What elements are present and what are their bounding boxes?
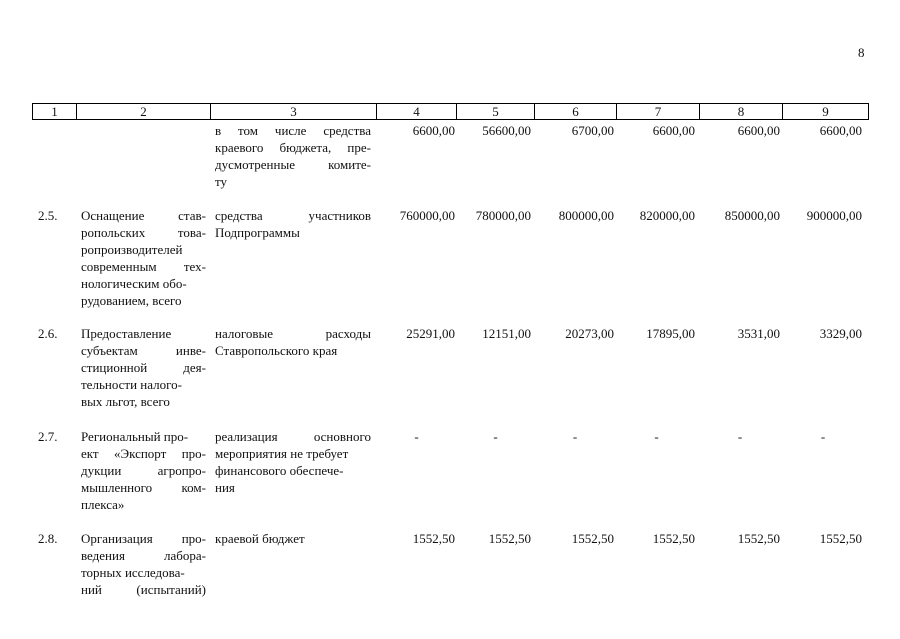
name-line: современным тех- xyxy=(81,259,206,274)
value-col-9: - xyxy=(820,429,826,444)
column-number-7: 7 xyxy=(617,104,700,120)
row-number: 2.6. xyxy=(38,326,58,341)
measure-name xyxy=(81,428,206,513)
name-line: нологическим обо- xyxy=(81,276,187,291)
source-line: ния xyxy=(215,480,235,495)
column-number-2: 2 xyxy=(77,104,211,120)
source-line: Ставропольского края xyxy=(215,343,338,358)
value-col-8: 850000,00 xyxy=(724,208,780,223)
column-number-4: 4 xyxy=(377,104,457,120)
source-line: в том числе средства xyxy=(215,123,371,138)
funding-source xyxy=(215,530,371,547)
value-col-5: 780000,00 xyxy=(475,208,531,223)
source-line: средства участников xyxy=(215,208,371,223)
name-line: Оснащение став- xyxy=(81,208,206,223)
value-col-6: - xyxy=(572,429,578,444)
source-line: финансового обеспече- xyxy=(215,463,344,478)
row-number: 2.7. xyxy=(38,429,58,444)
row-number: 2.8. xyxy=(38,531,58,546)
name-line: тельности налого- xyxy=(81,377,182,392)
column-number-8: 8 xyxy=(700,104,783,120)
name-line: ропольских това- xyxy=(81,225,206,240)
value-col-6: 800000,00 xyxy=(558,208,614,223)
value-col-7: 17895,00 xyxy=(646,326,695,341)
value-col-5: 1552,50 xyxy=(488,531,531,546)
row-number: 2.5. xyxy=(38,208,58,223)
value-col-4: 25291,00 xyxy=(406,326,455,341)
value-col-9: 900000,00 xyxy=(806,208,862,223)
value-col-7: - xyxy=(654,429,659,444)
name-line: рудованием, всего xyxy=(81,293,182,308)
value-col-7: 1552,50 xyxy=(652,531,695,546)
funding-source xyxy=(215,428,371,496)
column-number-6: 6 xyxy=(535,104,617,120)
column-header-row xyxy=(32,103,869,120)
source-line: Подпрограммы xyxy=(215,225,300,240)
name-line: Предоставление xyxy=(81,326,172,341)
value-col-7: 6600,00 xyxy=(652,123,695,138)
measure-name xyxy=(81,325,206,410)
page-number: 8 xyxy=(858,45,865,60)
value-col-5: 56600,00 xyxy=(482,123,531,138)
column-number-1: 1 xyxy=(33,104,77,120)
name-line: вых льгот, всего xyxy=(81,394,170,409)
name-line: плекса» xyxy=(81,497,125,512)
value-col-8: 6600,00 xyxy=(737,123,780,138)
name-line: дукции агропро- xyxy=(81,463,206,478)
value-col-4: 6600,00 xyxy=(412,123,455,138)
source-line: краевого бюджета, пре- xyxy=(215,140,371,155)
column-number-3: 3 xyxy=(211,104,377,120)
name-line: стиционной дея- xyxy=(81,360,206,375)
column-number-5: 5 xyxy=(457,104,535,120)
value-col-7: 820000,00 xyxy=(639,208,695,223)
name-line: Организация про- xyxy=(81,531,206,546)
funding-source xyxy=(215,122,371,190)
value-col-8: 3531,00 xyxy=(737,326,780,341)
column-number-9: 9 xyxy=(783,104,869,120)
value-col-4: - xyxy=(414,429,419,444)
value-col-5: - xyxy=(493,429,498,444)
value-col-6: 6700,00 xyxy=(571,123,614,138)
source-line: реализация основного xyxy=(215,429,371,444)
value-col-6: 20273,00 xyxy=(565,326,614,341)
source-line: налоговые расходы xyxy=(215,326,371,341)
value-col-6: 1552,50 xyxy=(571,531,614,546)
measure-name xyxy=(81,530,206,598)
value-col-4: 1552,50 xyxy=(412,531,455,546)
name-line: ект «Экспорт про- xyxy=(81,446,206,461)
source-line: дусмотренные комите- xyxy=(215,157,371,172)
value-col-9: 1552,50 xyxy=(819,531,862,546)
measure-name xyxy=(81,207,206,309)
name-line: ропроизводителей xyxy=(81,242,183,257)
name-line: ний (испытаний) xyxy=(81,582,206,597)
name-line: торных исследова- xyxy=(81,565,185,580)
value-col-5: 12151,00 xyxy=(482,326,531,341)
value-col-8: 1552,50 xyxy=(737,531,780,546)
name-line: субъектам инве- xyxy=(81,343,206,358)
source-line: мероприятия не требует xyxy=(215,446,349,461)
value-col-9: 6600,00 xyxy=(819,123,862,138)
funding-source xyxy=(215,207,371,241)
value-col-9: 3329,00 xyxy=(819,326,862,341)
value-col-8: - xyxy=(737,429,743,444)
name-line: Региональный про- xyxy=(81,429,189,444)
source-line: ту xyxy=(215,174,228,189)
source-line: краевой бюджет xyxy=(215,531,305,546)
funding-source xyxy=(215,325,371,359)
value-col-4: 760000,00 xyxy=(399,208,455,223)
name-line: мышленного ком- xyxy=(81,480,206,495)
name-line: ведения лабора- xyxy=(81,548,206,563)
